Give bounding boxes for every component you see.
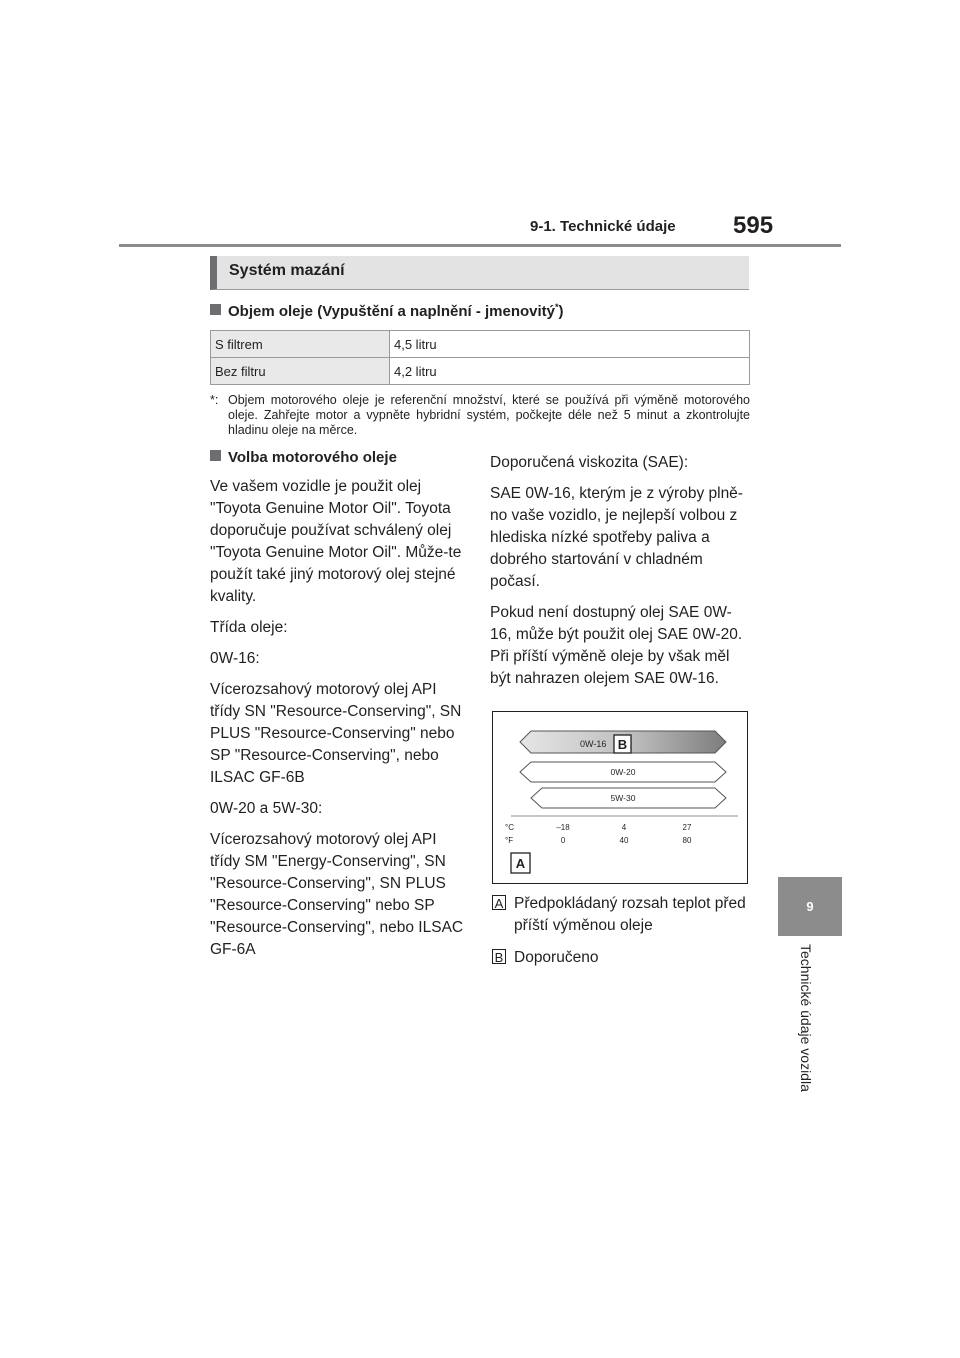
tick-label-c: 27 <box>682 823 692 832</box>
oil-capacity-heading-text: Objem oleje (Vypuštění a naplnění - jmenovitý <box>228 303 556 320</box>
footnote <box>210 393 750 438</box>
table-cell-value: 4,5 litru <box>390 331 750 358</box>
tick-label-c: 4 <box>621 823 627 832</box>
chapter-tab[interactable] <box>778 877 842 936</box>
bar-label-0w20: 0W-20 <box>610 767 636 777</box>
oil-selection-heading-text: Volba motorového oleje <box>228 449 397 466</box>
section-title-bar <box>210 256 749 290</box>
bar-label-5w30: 5W-30 <box>610 793 636 803</box>
legend-text: Doporučeno <box>514 949 599 966</box>
legend-key: A <box>492 895 506 910</box>
square-bullet-icon <box>210 450 221 461</box>
oil-capacity-heading <box>210 302 564 320</box>
tick-label-f: 80 <box>682 836 692 845</box>
header-divider <box>119 244 841 247</box>
header-section-title: 9-1. Technické údaje <box>530 218 676 235</box>
paragraph: 0W-16: <box>210 650 260 667</box>
viscosity-chart <box>493 712 747 883</box>
legend-key: B <box>492 949 506 964</box>
page-number: 595 <box>733 212 774 239</box>
footnote-text: Objem motorového oleje je referenční množství, které se používá při výměně motorového oleje. Zahřejte motor a vypněte hybridní systém, počkejte déle než 5 minut a zkontrolujte hladinu oleje na měrce. <box>228 393 750 437</box>
square-bullet-icon <box>210 304 221 315</box>
table-row <box>211 358 750 385</box>
unit-celsius: °C <box>505 823 514 832</box>
tick-label-c: –18 <box>556 823 570 832</box>
oil-capacity-heading-end: ) <box>558 303 564 320</box>
paragraph: Vícerozsahový motorový olej API třídy SN "Resource-Conserving", SN PLUS "Resource-Conserving" nebo SP "Resource-Conserving", nebo ILSAC GF-6B <box>210 681 462 786</box>
paragraph: Vícerozsahový motorový olej API třídy SM "Energy-Conserving", SN "Resource-Conserving", SN PLUS "Resource-Conserving" nebo SP "Resource-Conserving", nebo ILSAC GF-6A <box>210 831 464 958</box>
table-row <box>211 331 750 358</box>
unit-fahrenheit: °F <box>505 836 514 845</box>
legend-item <box>492 893 752 937</box>
paragraph: 0W-20 a 5W-30: <box>210 800 323 817</box>
right-column <box>490 452 750 699</box>
table-cell-value: 4,2 litru <box>390 358 750 385</box>
legend-item <box>492 947 752 969</box>
callout-b: B <box>617 737 628 752</box>
callout-a: A <box>515 856 526 871</box>
paragraph: Třída oleje: <box>210 619 288 636</box>
table-cell-label: Bez filtru <box>211 358 390 385</box>
section-title: Systém mazání <box>229 262 345 279</box>
footnote-mark: *: <box>210 393 219 407</box>
chapter-title: Technické údaje vozidla <box>798 944 814 1092</box>
viscosity-figure <box>492 711 748 884</box>
legend-text: Předpokládaný rozsah teplot před příští výměnou oleje <box>514 895 746 934</box>
paragraph: SAE 0W-16, kterým je z výroby plně-no vaše vozidlo, je nejlepší volbou z hlediska nízké spotřeby paliva a dobrého startování v chladném počasí. <box>490 485 743 590</box>
oil-capacity-heading-mark: * <box>555 302 559 312</box>
tick-label-f: 0 <box>560 836 566 845</box>
tick-label-f: 40 <box>619 836 629 845</box>
oil-capacity-table <box>210 330 750 385</box>
paragraph: Doporučená viskozita (SAE): <box>490 454 689 471</box>
paragraph: Pokud není dostupný olej SAE 0W-16, může být použit olej SAE 0W-20. Při příští výměně oleje by však měl být nahrazen olejem SAE 0W-16. <box>490 604 743 687</box>
chapter-number: 9 <box>806 899 814 914</box>
oil-selection-heading <box>210 449 397 466</box>
paragraph: Ve vašem vozidle je použit olej "Toyota Genuine Motor Oil". Toyota doporučuje používat schválený olej "Toyota Genuine Motor Oil". Může-te použít také jiný motorový olej stejné kvality. <box>210 478 462 605</box>
bar-label-0w16: 0W-16 <box>580 739 607 749</box>
table-cell-label: S filtrem <box>211 331 390 358</box>
left-column <box>210 476 465 970</box>
